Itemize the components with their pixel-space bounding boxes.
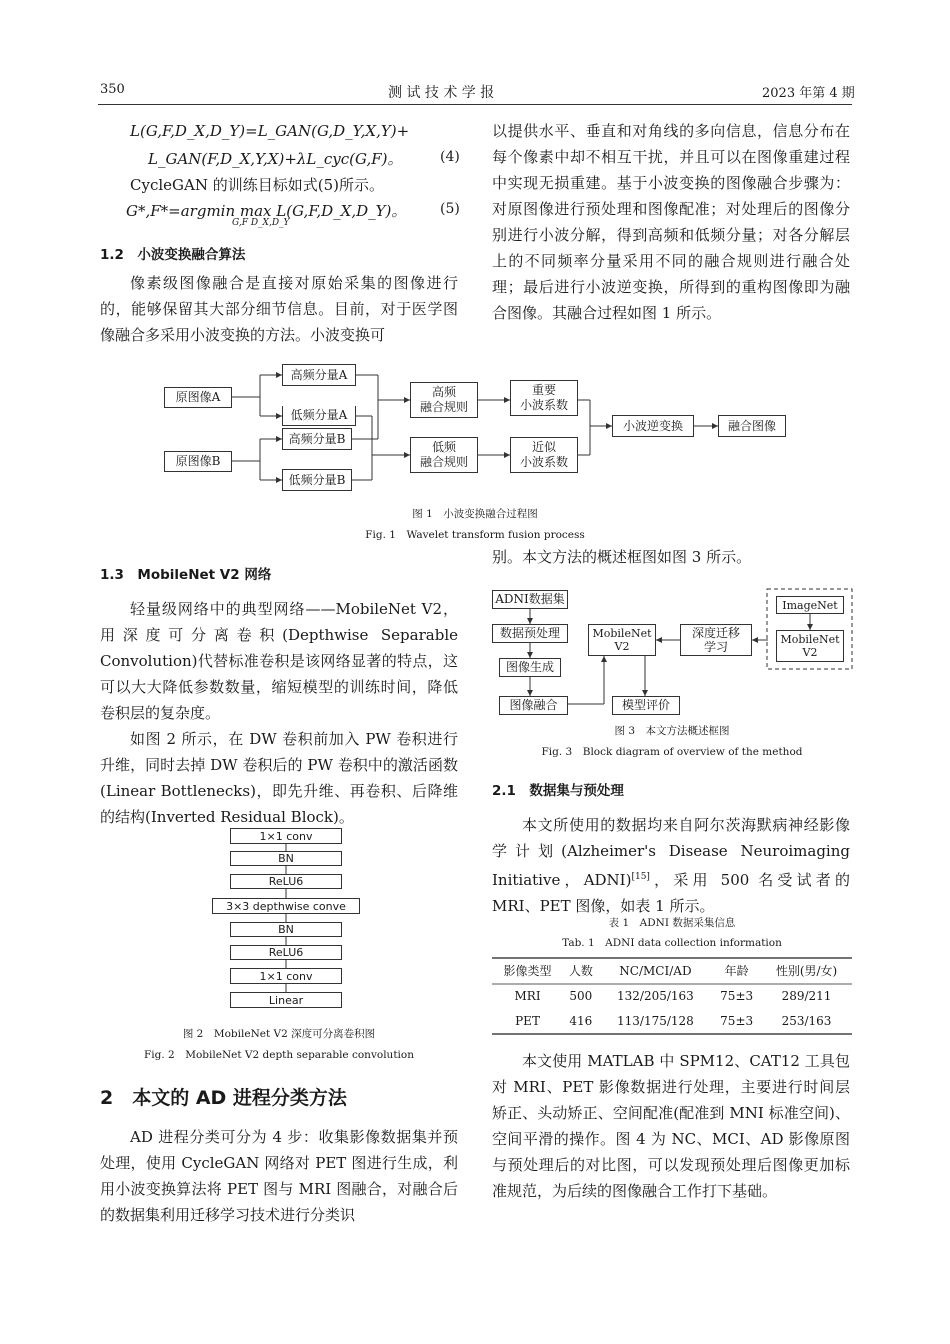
fig2-layer-5: BN <box>230 922 342 937</box>
fig3-adni: ADNI数据集 <box>492 590 568 609</box>
table1-caption-cn: 表 1 ADNI 数据采集信息 <box>608 917 736 929</box>
section-1-3-para-1: 轻量级网络中的典型网络——MobileNet V2，用深度可分离卷积(Depthwise Separable Convolution)代替标准卷积是该网络显著的特点，这可以大大降低参数数量，缩短模型的训练时间，降低卷积层的复杂度。 <box>100 600 458 722</box>
table-cell: 500 <box>569 988 593 1003</box>
fig3-caption-cn: 图 3 本文方法概述框图 <box>614 725 730 737</box>
table1-header-cell: 性别(男/女) <box>775 964 838 978</box>
table1-caption-en: Tab. 1 ADNI data collection information <box>562 937 782 949</box>
fig3-imagenet: ImageNet <box>776 596 844 614</box>
fig2-layer-7: 1×1 conv <box>230 968 342 984</box>
table1-header-cell: 人数 <box>568 964 593 978</box>
equation-4-number: (4) <box>440 149 460 165</box>
table-cell: 75±3 <box>720 988 754 1003</box>
table1-header-cell: NC/MCI/AD <box>619 963 692 978</box>
equation-5-subscript: G,F D_X,D_Y <box>232 218 290 228</box>
fig1-important-coef-l2: 小波系数 <box>519 398 568 412</box>
fig1-source-a: 原图像A <box>164 387 232 408</box>
fig1-high-a: 高频分量A <box>282 364 356 386</box>
fig3-mobilenet-l1: MobileNet <box>592 627 652 640</box>
section-1-3-para-2: 如图 2 所示，在 DW 卷积前加入 PW 卷积进行升维，同时去掉 DW 卷积后的 PW 卷积中的激活函数(Linear Bottlenecks)，即先升维、再卷积、后降维的结构(Inverted Residual Block)。 <box>100 730 458 826</box>
section-2-1-body-2 <box>492 1048 850 1204</box>
fig1-low-b: 低频分量B <box>282 469 352 491</box>
section-2-1-title: 2.1 数据集与预处理 <box>492 783 624 799</box>
section-1-3-body <box>100 596 458 830</box>
section-2-1-para-1-a: 本文所使用的数据均来自阿尔茨海默病神经影像学计划(Alzheimer's Disease Neuroimaging Initiative，ADNI) <box>492 816 850 889</box>
fig1-high-rule-l1: 高频 <box>431 385 456 399</box>
section-2-1-para-1 <box>492 812 850 919</box>
equation-4-line2: L_GAN(F,D_X,Y,X)+λL_cyc(G,F)。 <box>148 150 403 168</box>
table-cell: 132/205/163 <box>617 988 694 1003</box>
table-cell: 416 <box>569 1013 593 1028</box>
section-1-2-para-cont: 以提供水平、垂直和对角线的多向信息，信息分布在每个像素中却不相互干扰，并且可以在图像重建过程中实现无损重建。基于小波变换的图像融合步骤为：对原图像进行预处理和图像配准；对处理后的图像分别进行小波分解，得到高频和低频分量；对各分解层上的不同频率分量采用不同的融合规则进行融合处理；最后进行小波逆变换，所得到的重构图像即为融合图像。其融合过程如图 1 所示。 <box>492 122 850 322</box>
fig1-low-a: 低频分量A <box>282 406 356 426</box>
fig1-high-rule <box>410 382 478 418</box>
section-1-3-title: 1.3 MobileNet V2 网络 <box>100 567 272 583</box>
equation-5: G*,F*=argmin max L(G,F,D_X,D_Y)。 <box>126 202 407 220</box>
fig2-layer-2: BN <box>230 851 342 866</box>
fig2-layer-6: ReLU6 <box>230 945 342 960</box>
fig1-low-rule-l1: 低频 <box>431 440 456 454</box>
fig1-low-rule-l2: 融合规则 <box>419 455 468 469</box>
fig1-high-b: 高频分量B <box>282 428 352 450</box>
issue-label: 2023 年第 4 期 <box>762 86 855 101</box>
fig3-transfer-l2: 学习 <box>703 640 728 654</box>
table-cell: 75±3 <box>720 1013 754 1028</box>
fig3-transfer-l1: 深度迁移 <box>691 626 740 640</box>
fig1-caption-cn: 图 1 小波变换融合过程图 <box>412 508 538 520</box>
fig2-caption-cn: 图 2 MobileNet V2 深度可分离卷积图 <box>182 1028 376 1040</box>
fig1-approx-coef <box>510 437 578 473</box>
table1 <box>492 958 852 1033</box>
table1-header-cell: 影像类型 <box>503 964 552 978</box>
equation-5-intro: CycleGAN 的训练目标如式(5)所示。 <box>130 176 384 194</box>
fig3-mobilenet-b-l1: MobileNet <box>780 633 840 646</box>
section-2-1-body <box>492 812 850 919</box>
fig2-layer-3: ReLU6 <box>230 874 342 889</box>
table1-header-cell: 年龄 <box>724 964 749 978</box>
table-cell: 289/211 <box>781 988 832 1003</box>
fig3-transfer-learning <box>680 624 752 656</box>
fig1-inverse-transform: 小波逆变换 <box>612 415 694 437</box>
table-cell: 253/163 <box>781 1013 832 1028</box>
equation-4-line1: L(G,F,D_X,D_Y)=L_GAN(G,D_Y,X,Y)+ <box>130 122 410 140</box>
fig3-image-fusion: 图像融合 <box>499 696 568 715</box>
fig1-source-b: 原图像B <box>164 451 232 472</box>
fig1-caption-en: Fig. 1 Wavelet transform fusion process <box>365 529 585 541</box>
fig1-important-coef <box>510 380 578 416</box>
fig2-layer-8: Linear <box>230 992 342 1008</box>
table-row <box>492 983 852 1008</box>
fig3-preprocess: 数据预处理 <box>492 624 568 643</box>
table1-header-row <box>492 958 852 983</box>
page-number: 350 <box>100 82 125 97</box>
section-1-2-para: 像素级图像融合是直接对原始采集的图像进行的，能够保留其大部分细节信息。目前，对于医学图像融合多采用小波变换的方法。小波变换可 <box>100 274 458 344</box>
section-2-body-cont <box>492 544 850 570</box>
fig3-mobilenet <box>588 624 656 656</box>
fig1-approx-coef-l1: 近似 <box>531 440 556 454</box>
fig1-approx-coef-l2: 小波系数 <box>519 455 568 469</box>
citation-ref: [15] <box>631 872 650 882</box>
fig1-important-coef-l1: 重要 <box>531 383 556 397</box>
journal-title: 测 试 技 术 学 报 <box>388 85 495 101</box>
section-2-1-para-2: 本文使用 MATLAB 中 SPM12、CAT12 工具包对 MRI、PET 影像数据进行处理，主要进行时间层矫正、头动矫正、空间配准(配准到 MNI 标准空间)、空间平滑的操作。图 4 为 NC、MCI、AD 影像原图与预处理后的对比图，可以发现预处理后图像更加标准规范，为后续的图像融合工作打下基础。 <box>492 1052 850 1200</box>
fig2-caption-en: Fig. 2 MobileNet V2 depth separable convolution <box>144 1049 414 1061</box>
section-1-2-title: 1.2 小波变换融合算法 <box>100 247 246 263</box>
section-2-title: 2 本文的 AD 进程分类方法 <box>100 1087 347 1109</box>
equation-5-number: (5) <box>440 201 460 217</box>
table-row <box>492 1008 852 1033</box>
fig3-mobilenet-l2: V2 <box>614 640 630 653</box>
section-2-para: AD 进程分类可分为 4 步：收集影像数据集并预处理，使用 CycleGAN 网络对 PET 图进行生成，利用小波变换算法将 PET 图与 MRI 图融合，对融合后的数据集利用迁移学习技术进行分类识 <box>100 1128 458 1224</box>
table-cell: 113/175/128 <box>617 1013 694 1028</box>
table-cell: PET <box>515 1013 540 1028</box>
section-2-body <box>100 1124 458 1228</box>
section-2-para-cont: 别。本文方法的概述框图如图 3 所示。 <box>492 548 752 566</box>
fig1-fused-image: 融合图像 <box>718 415 786 437</box>
fig3-mobilenet-pretrained <box>776 630 844 662</box>
table-cell: MRI <box>514 988 541 1003</box>
fig3-model-eval: 模型评价 <box>612 696 680 715</box>
fig1-high-rule-l2: 融合规则 <box>419 400 468 414</box>
fig2-layer-1: 1×1 conv <box>230 828 342 844</box>
fig3-caption-en: Fig. 3 Block diagram of overview of the method <box>541 746 803 758</box>
fig3-image-gen: 图像生成 <box>499 658 561 677</box>
fig1-low-rule <box>410 437 478 473</box>
section-2-1-para-1-b: ，采用 500 名受试者的 MRI、PET 图像，如表 1 所示。 <box>492 871 850 915</box>
fig3-mobilenet-b-l2: V2 <box>802 646 818 659</box>
fig2-layer-4: 3×3 depthwise conve <box>212 898 360 914</box>
